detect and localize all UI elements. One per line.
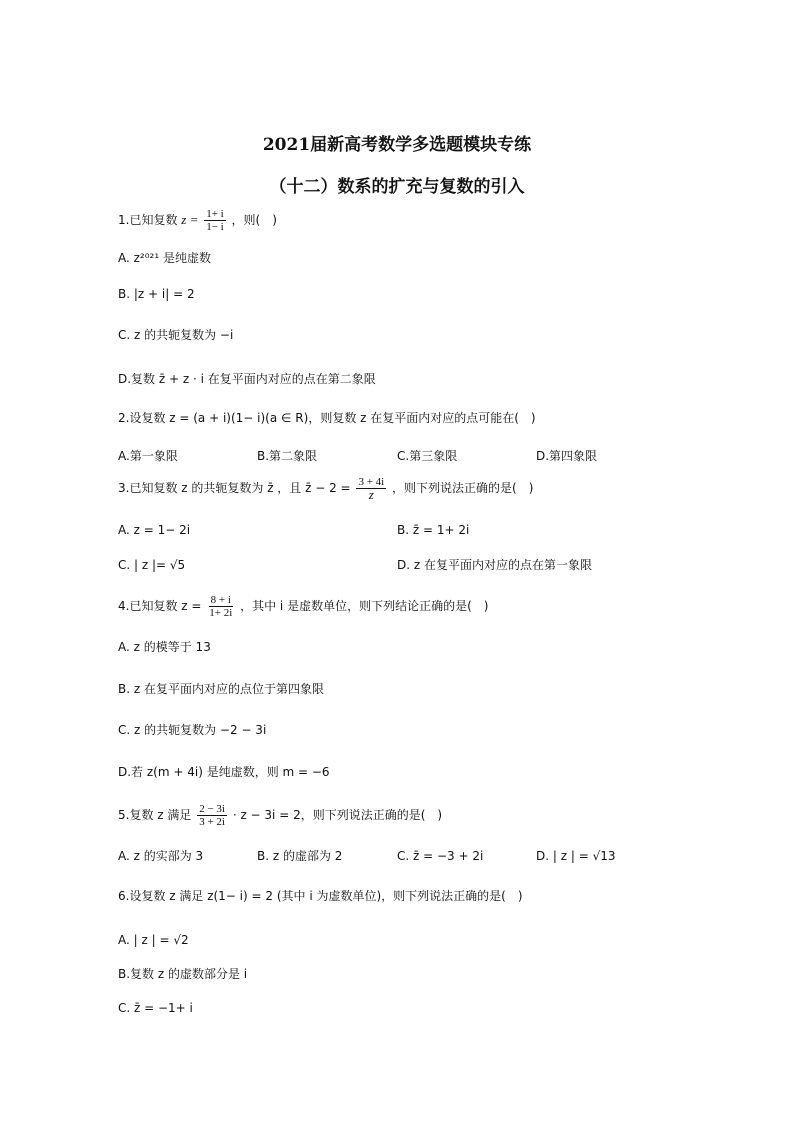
q1-option-a: A. z²⁰²¹ 是纯虚数 (118, 251, 211, 265)
q5-stem (118, 803, 442, 828)
q5-frac-den: 3 + 2i (199, 816, 225, 828)
q4-option-c: C. z 的共轭复数为 −2 − 3i (118, 723, 267, 737)
q5-stem-post: · z − 3i = 2，则下列说法正确的是( ) (232, 808, 443, 822)
q4-frac-den: 1+ 2i (209, 607, 233, 619)
q1-stem-pre: 1.已知复数 (118, 213, 178, 227)
q6-option-c: C. z̄ = −1+ i (118, 1001, 193, 1015)
q3-option-a: A. z = 1− 2i (118, 523, 191, 537)
q4-fraction (207, 594, 234, 619)
q1-z-eq: z = (181, 212, 199, 227)
q1-stem (118, 208, 277, 233)
q3-frac-num: 3 + 4i (358, 476, 385, 488)
q3-stem (118, 476, 533, 501)
q5-frac-num: 2 − 3i (199, 803, 225, 815)
q3-option-c: C. | z |= √5 (118, 558, 186, 572)
q1-option-d: D.复数 z̄ + z · i 在复平面内对应的点在第二象限 (118, 372, 376, 386)
q1-option-b: B. |z + i| = 2 (118, 287, 195, 301)
q1-frac-den: 1− i (206, 221, 224, 233)
q5-option-b: B. z 的虚部为 2 (257, 849, 343, 863)
q1-option-c: C. z 的共轭复数为 −i (118, 328, 234, 342)
q5-stem-pre: 5.复数 z 满足 (118, 808, 192, 822)
q1-frac-num: 1+ i (206, 208, 224, 220)
q3-frac-den: z (368, 487, 374, 502)
q5-option-d: D. | z | = √13 (536, 849, 616, 863)
q5-option-c: C. z̄ = −3 + 2i (397, 849, 484, 863)
q4-frac-num: 8 + i (210, 594, 231, 606)
q4-stem (118, 594, 488, 619)
q4-option-d: D.若 z(m + 4i) 是纯虚数，则 m = −6 (118, 765, 330, 779)
q3-stem-post: ，则下列说法正确的是( ) (392, 481, 534, 495)
q1-fraction (204, 208, 226, 233)
q4-option-b: B. z 在复平面内对应的点位于第四象限 (118, 682, 324, 696)
q2-option-c: C.第三象限 (397, 449, 458, 463)
q2-option-b: B.第二象限 (257, 449, 318, 463)
q3-stem-pre: 3.已知复数 z 的共轭复数为 z̄ ，且 z̄ − 2 = (118, 481, 351, 495)
q4-stem-post: ，其中 i 是虚数单位，则下列结论正确的是( ) (240, 599, 489, 613)
q4-option-a: A. z 的模等于 13 (118, 640, 211, 654)
q5-option-a: A. z 的实部为 3 (118, 849, 204, 863)
q2-stem: 2.设复数 z = (a + i)(1− i)(a ∈ R)，则复数 z 在复平面内对应的点可能在( ) (118, 411, 536, 425)
q3-option-d: D. z 在复平面内对应的点在第一象限 (397, 558, 592, 572)
q4-stem-pre: 4.已知复数 z = (118, 599, 202, 613)
q6-option-a: A. | z | = √2 (118, 933, 189, 947)
q2-option-a: A.第一象限 (118, 449, 178, 463)
document-title: 2021届新高考数学多选题模块专练 (262, 135, 532, 155)
q3-option-b: B. z̄ = 1+ 2i (397, 523, 470, 537)
q6-stem: 6.设复数 z 满足 z(1− i) = 2 (其中 i 为虚数单位)，则下列说法正确的是( ) (118, 889, 523, 903)
q1-stem-post: ，则( ) (231, 213, 277, 227)
q3-fraction (356, 476, 386, 501)
document-subtitle: （十二）数系的扩充与复数的引入 (269, 177, 525, 197)
q2-option-d: D.第四象限 (536, 449, 598, 463)
q6-option-b: B.复数 z 的虚数部分是 i (118, 967, 248, 981)
q5-fraction (197, 803, 227, 828)
